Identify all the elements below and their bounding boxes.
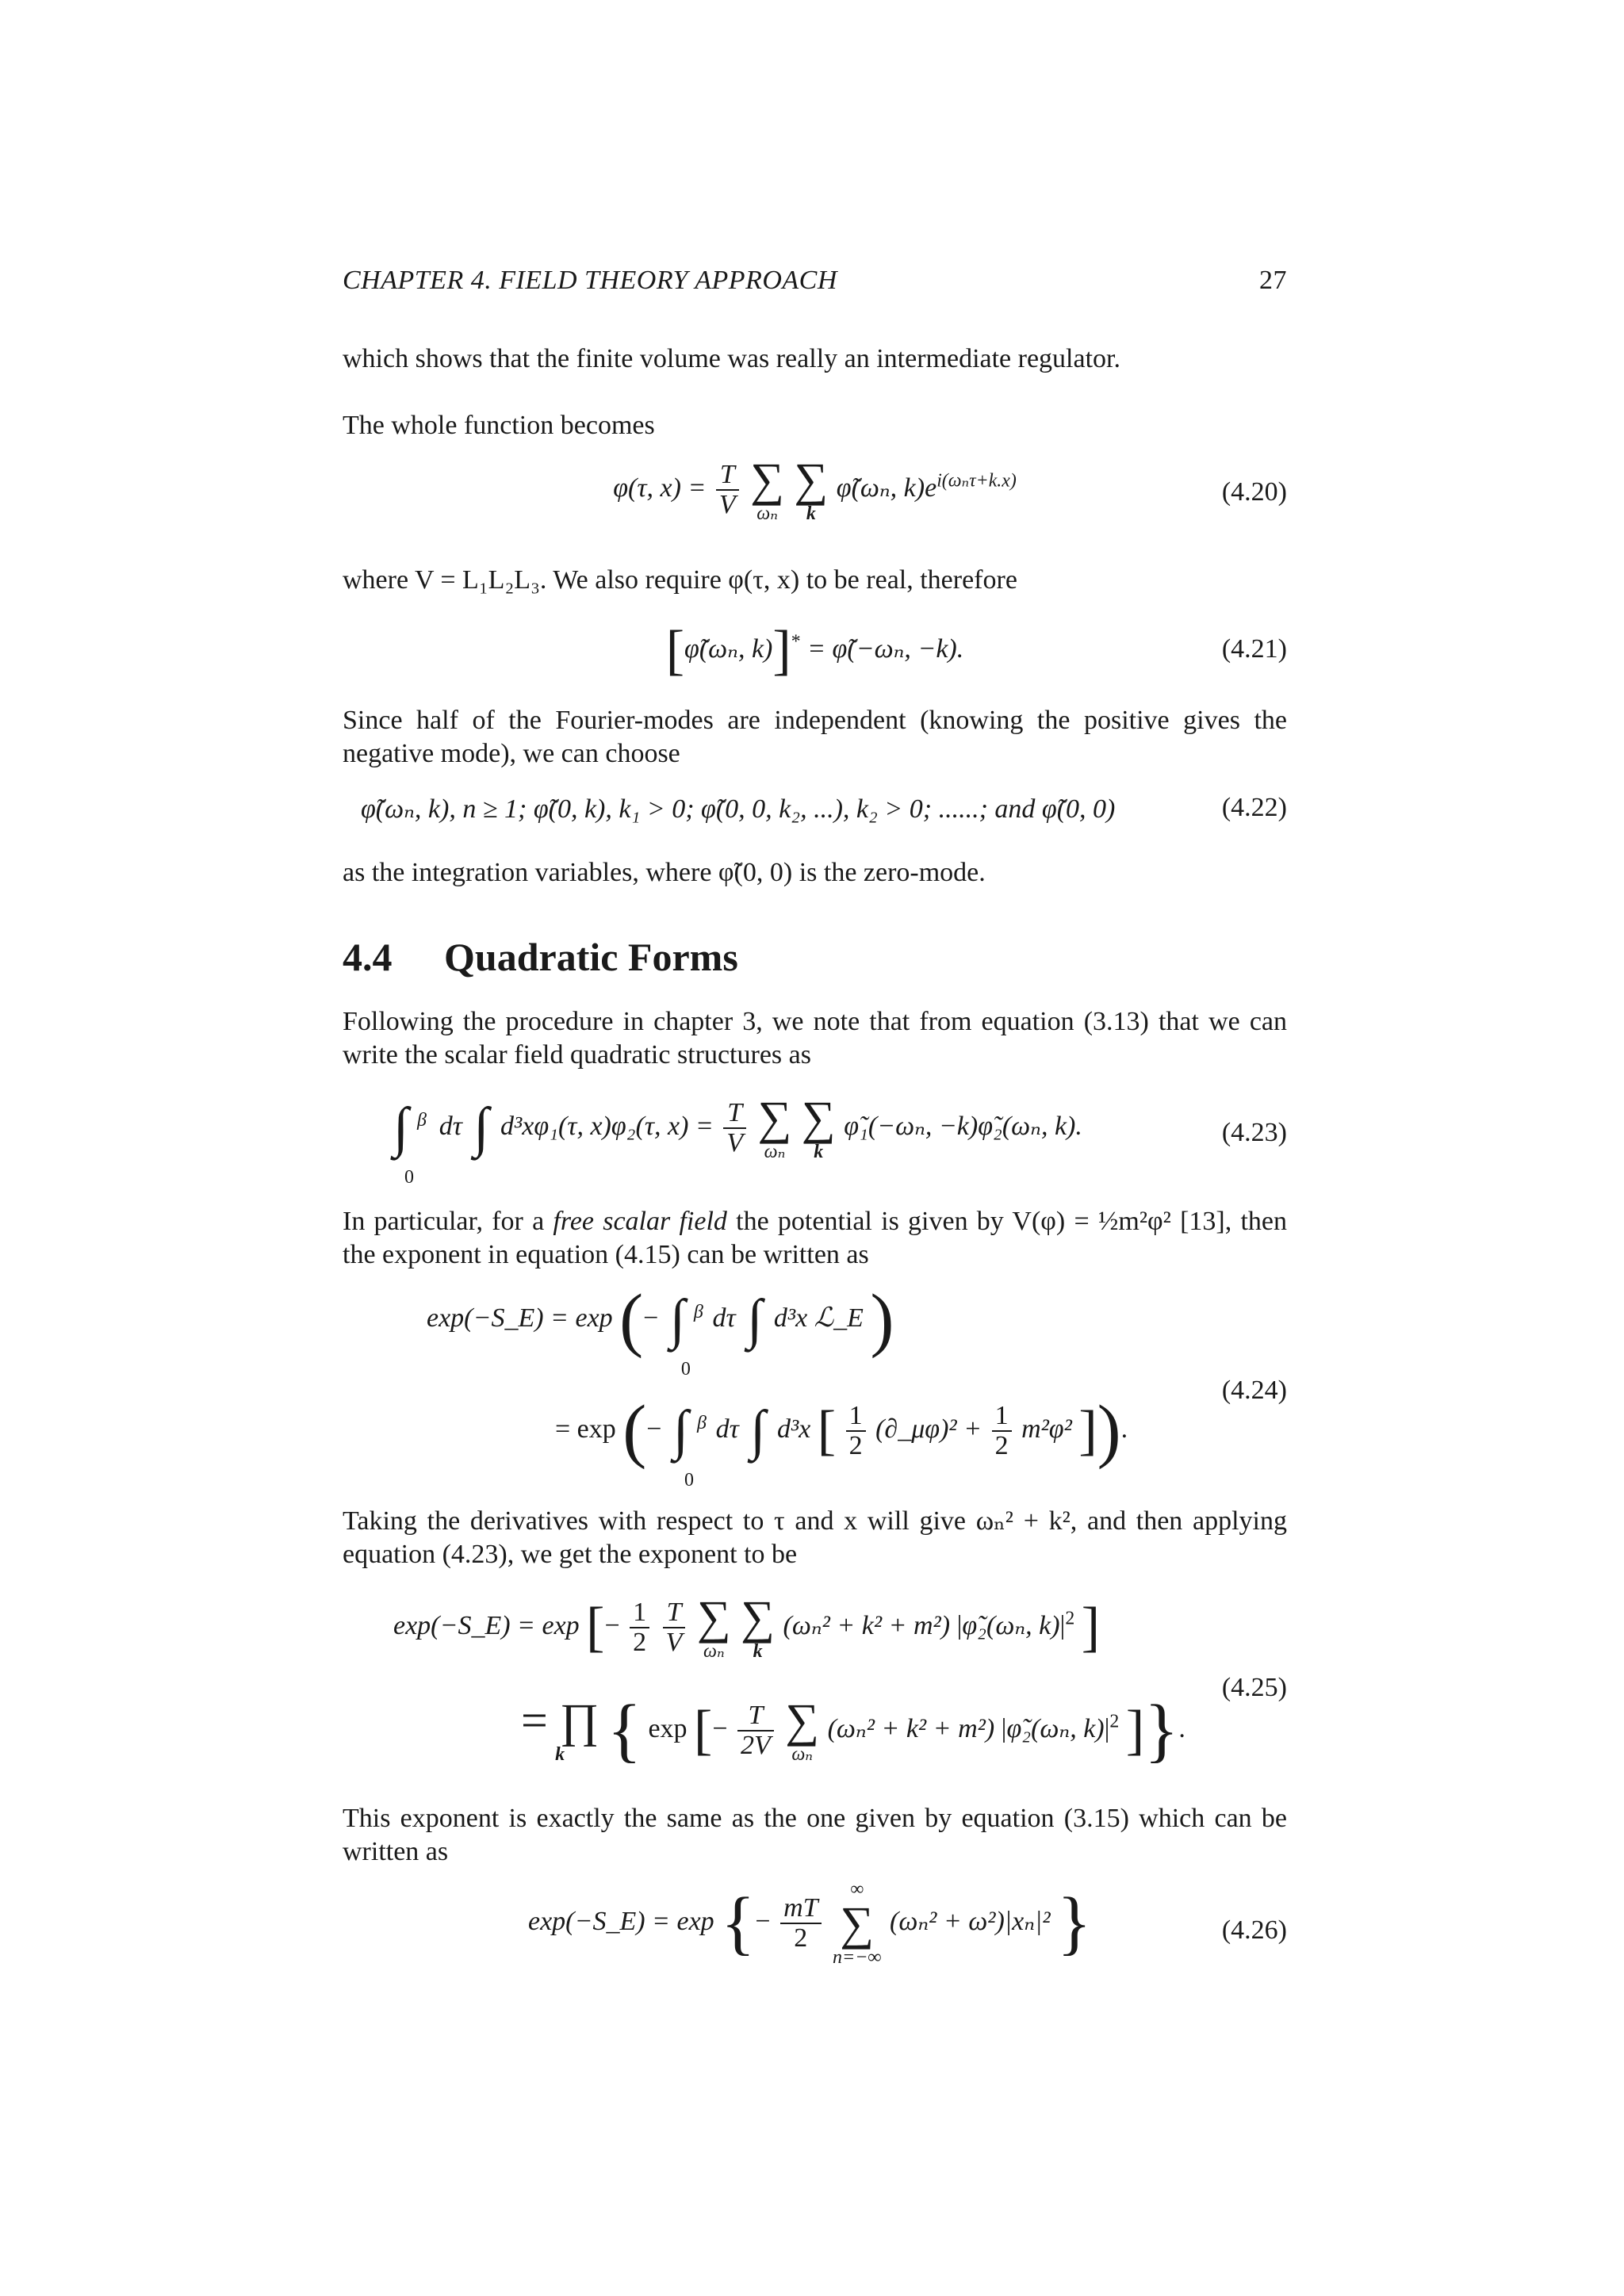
paragraph-1: which shows that the finite volume was really an intermediate regulator. — [343, 344, 1120, 373]
section-title: Quadratic Forms — [444, 935, 738, 979]
equation-4-22: φ̃(ωₙ, k), n ≥ 1; φ̃(0, k), k₁ > 0; φ̃(0, 0, k₂, ...), k₂ > 0; ......; and φ̃(0, 0) — [361, 794, 1116, 824]
chapter-title: CHAPTER 4. FIELD THEORY APPROACH — [343, 266, 837, 295]
equation-number-4-26: (4.26) — [1221, 1915, 1287, 1945]
equation-4-24-line-1: exp(−S_E) = exp (− ∫ β 0 dτ ∫ d³x ℒ_E ) — [427, 1280, 894, 1380]
equation-number-4-22: (4.22) — [1221, 793, 1287, 822]
equation-4-26: exp(−S_E) = exp {− $\frac{mT}{2}$ ∞ ∑ n=−∞ (ωₙ² + ω²)|xₙ|² } — [528, 1879, 1092, 1968]
equation-4-25-line-2: = ∏ k { exp [− $\frac{T}{2V}$ ∑ ωₙ (ωₙ² + k² + m²) |φ̃₂(ωₙ, $k)|^2$ ]}. — [521, 1691, 1185, 1770]
section-heading — [343, 934, 738, 980]
paragraph-9: This exponent is exactly the same as the one given by equation (3.15) which can be written as — [343, 1804, 1287, 1866]
equation-number-4-25: (4.25) — [1221, 1673, 1287, 1702]
paragraph-2: The whole function becomes — [343, 411, 655, 440]
paragraph-4: Since half of the Fourier-modes are independent (knowing the positive gives the negative mode), we can choose — [343, 706, 1287, 768]
equation-number-4-20: (4.20) — [1221, 477, 1287, 507]
paragraph-3: where V = L₁L₂L₃. We also require φ(τ, x) to be real, therefore — [343, 565, 1017, 595]
equation-4-23: ∫ β 0 dτ ∫ d³xφ₁(τ, x)φ₂(τ, x) = $\frac{T}{V}$ ∑ ωₙ ∑ k φ̃₁(−ωₙ, −k)φ̃₂(ωₙ, k). — [393, 1092, 1082, 1188]
paragraph-8: Taking the derivatives with respect to τ and x will give ωₙ² + k², and then applying equation (4.23), we get the exponent to be — [343, 1506, 1287, 1569]
paragraph-6: Following the procedure in chapter 3, we note that from equation (3.13) that we can write the scalar field quadratic structures as — [343, 1007, 1287, 1070]
page-number: 27 — [1259, 266, 1287, 295]
equation-4-25-line-1: exp(−S_E) = exp [− $\frac{1}{2}$ $\frac{T}{V}$ ∑ ωₙ ∑ k (ωₙ² + k² + m²) |φ̃₂(ωₙ, $k)|^2$ ] — [393, 1591, 1101, 1662]
equation-4-24-line-2: = exp (− ∫ β 0 dτ ∫ d³x [ $\frac{1}{2}$ (∂_μφ)² + $\frac{1}{2}$ m²φ² ]). — [555, 1391, 1128, 1490]
equation-number-4-24: (4.24) — [1221, 1376, 1287, 1405]
equation-4-21: [φ̃(ωₙ, k)]* = φ̃(−ωₙ, −k). — [665, 620, 964, 681]
paragraph-5: as the integration variables, where φ̃(0, 0) is the zero-mode. — [343, 858, 986, 887]
paragraph-7: In particular, for a free scalar field the potential is given by V(φ) = ½m²φ² [13], then the exponent in equation (4.15) can be written as — [343, 1207, 1287, 1269]
equation-number-4-21: (4.21) — [1221, 634, 1287, 664]
equation-4-20: φ(τ, x) = $\frac{T}{V}$ ∑ ωₙ ∑ k φ̃(ωₙ, $k)e^{i(\omega_n\tau+k.x)}$ — [613, 453, 1017, 524]
equation-number-4-23: (4.23) — [1221, 1118, 1287, 1147]
running-head — [343, 266, 1287, 296]
section-number: 4.4 — [343, 935, 393, 979]
